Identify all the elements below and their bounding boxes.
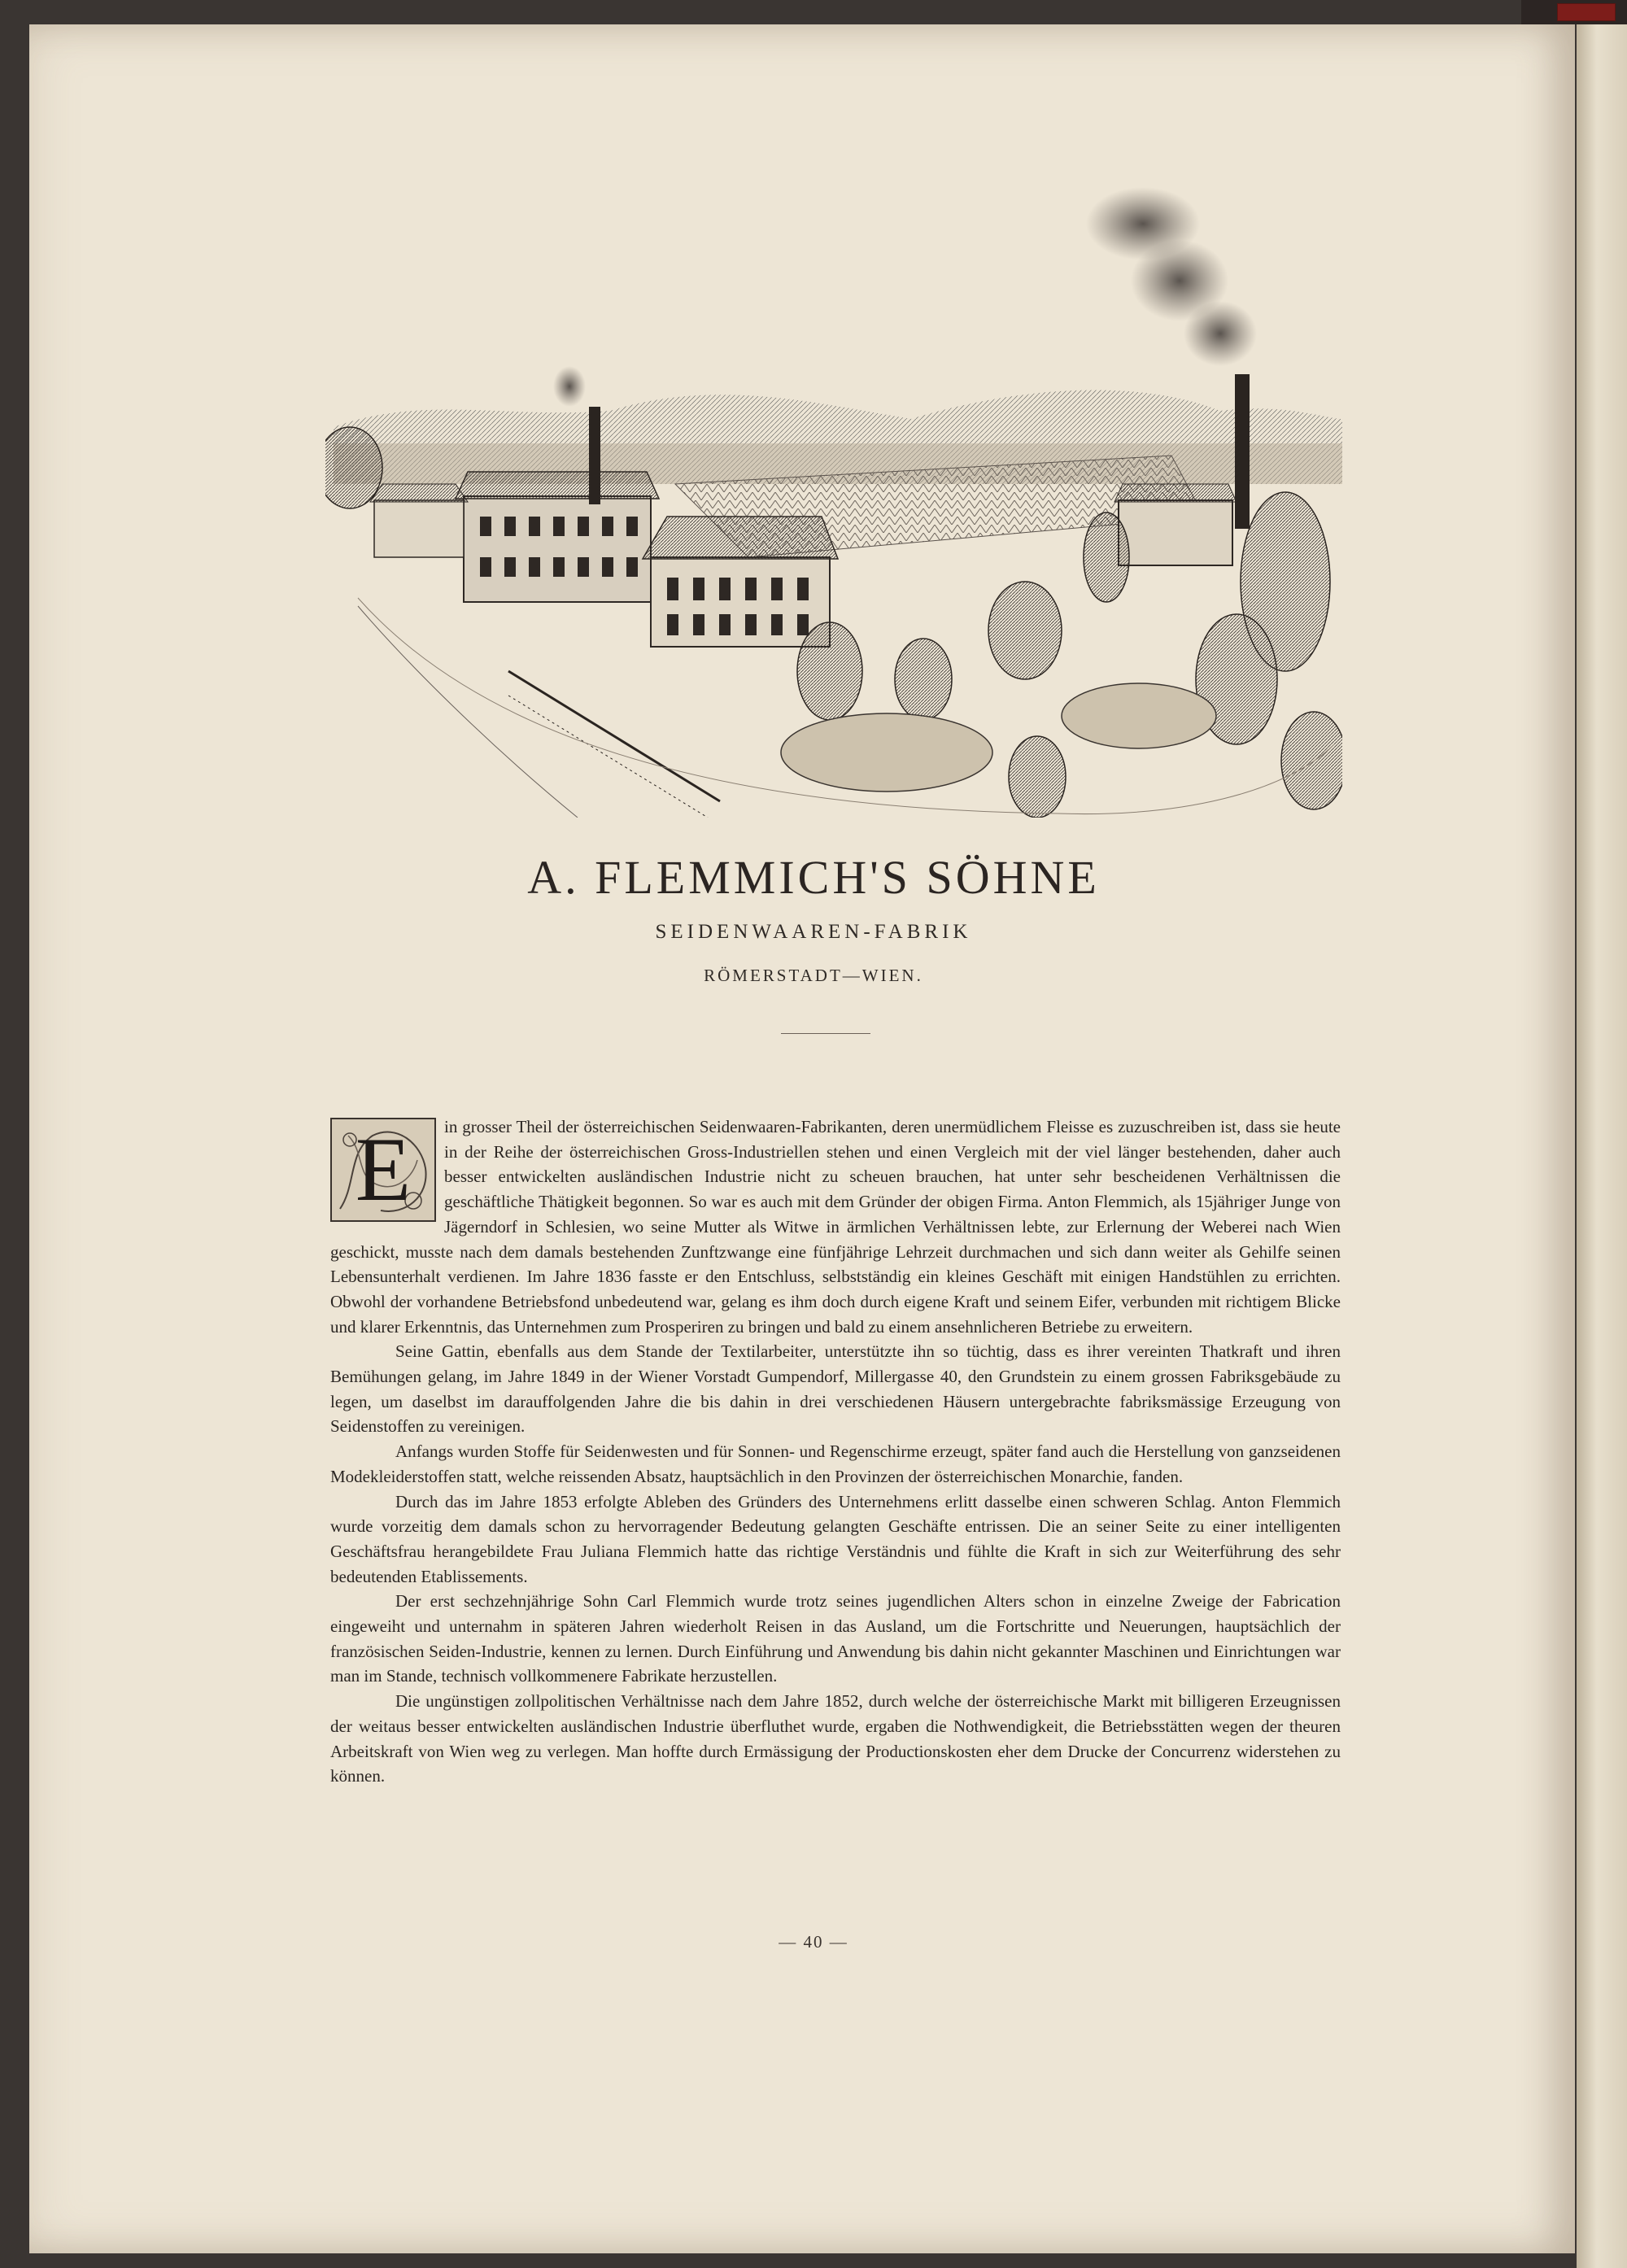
- paragraph: Die ungünstigen zollpolitischen Verhältnisse nach dem Jahre 1852, durch welche der österreichische Markt mit billigeren Erzeugnissen der weitaus besser entwickelten ausländischen Industrie überfluthet wurde, ergaben die Nothwendigkeit, die Betriebsstätten wegen der theuren Arbeitskraft von Wien weg zu verlegen. Man hoffte durch Ermässigung der Productionskosten eher dem Drucke der Concurrenz widerstehen zu können.: [330, 1691, 1341, 1786]
- chimney-left: [589, 407, 600, 504]
- paragraph: Seine Gattin, ebenfalls aus dem Stande der Textilarbeiter, unterstützte ihn so tüchtig, dass es ihrer vereinten Thatkraft und ihren Bemühungen gelang, im Jahre 1849 in der Wiener Vorstadt Gumpendorf, Millergasse 40, den Grundstein zu einem grossen Fabriksgebäude zu legen, um daselbst im darauffolgenden Jahre die bis dahin in drei verschiedenen Häusern untergebrachte fabriksmässige Erzeugung von Seidenstoffen zu vereinigen.: [330, 1341, 1341, 1437]
- paragraph: Der erst sechzehnjährige Sohn Carl Flemmich wurde trotz seines jugendlichen Alters schon in einzelne Zweige der Fabrication eingeweiht und unternahm in späteren Jahren wiederholt Reisen in das Ausland, um die Fortschritte und Neuerungen, hauptsächlich der französischen Seiden-Industrie, kennen zu lernen. Durch Einführung und Anwendung bis dahin nicht gekannter Maschinen und Einrichtungen war man im Stande, technisch vollkommenere Fabrikate herzustellen.: [330, 1591, 1341, 1686]
- garden-bed-left: [781, 713, 992, 792]
- decorative-rule: [781, 1033, 870, 1034]
- paragraph: Durch das im Jahre 1853 erfolgte Ableben des Gründers des Unternehmens erlitt dasselbe einen schweren Schlag. Anton Flemmich wurde vorzeitig dem damals schon zu hervorragender Bedeutung gelangten Geschäfte entrissen. Die an seiner Seite zu einer intelligenten Geschäftsfrau herangebildete Frau Juliana Flemmich hatte das richtige Verständnis und fühlte die Kraft in sich zur Weiterführung des sehr bedeutenden Etablissements.: [330, 1491, 1341, 1586]
- binding-label: [1557, 3, 1616, 21]
- page-subtitle: SEIDENWAAREN-FABRIK: [655, 921, 972, 943]
- page-title: A. FLEMMICH'S SÖHNE: [527, 851, 1100, 904]
- road: [358, 606, 578, 818]
- decorative-initial-frame: [330, 1118, 436, 1222]
- paragraph: Anfangs wurden Stoffe für Seidenwesten und für Sonnen- und Regenschirme erzeugt, später fand auch die Herstellung von ganzseidenen Modekleiderstoffen statt, welche reissenden Absatz, hauptsächlich in den Provinzen der österreichischen Monarchie, fanden.: [330, 1441, 1341, 1486]
- book-binding-edge: [1521, 0, 1627, 24]
- chimney-right: [1235, 374, 1250, 529]
- page-number: — 40 —: [779, 1932, 848, 1952]
- paragraph: in grosser Theil der österreichischen Seidenwaaren-Fabrikanten, deren unermüdlichem Fleisse es zuzuschreiben ist, dass sie heute in der Reihe der österreichischen Gross-Industriellen stehen und einen Vergleich mit der viel länger bestehenden, daher auch besser entwickelten ausländischen Industrie nicht zu scheuen brauchen, hat unter sehr bescheidenen Verhältnissen die geschäftliche Thätigkeit begonnen. So war es auch mit dem Gründer der obigen Firma. Anton Flemmich, als 15jähriger Junge von Jägerndorf in Schlesien, wo seine Mutter als Witwe in ärmlichen Verhältnissen lebte, zur Erlernung der Weberei nach Wien geschickt, musste nach dem damals bestehenden Zunftzwange eine fünfjährige Lehrzeit durchmachen und sich dann weiter als Gehilfe seinen Lebensunterhalt verdienen. Im Jahre 1836 fasste er den Entschluss, selbstständig ein kleines Geschäft mit einigen Handstühlen zu errichten. Obwohl der vorhandene Betriebsfond unbedeutend war, gelang es ihm doch durch eigene Kraft und seinem Eifer, verbunden mit richtigem Blicke und klarer Erkenntnis, das Unternehmen zum Prosperiren zu bringen und bald zu einem ansehnlicheren Betriebe zu erweitern.: [330, 1117, 1341, 1337]
- small-house: [374, 500, 464, 557]
- article-body: [330, 1114, 1341, 1789]
- fence: [508, 671, 720, 801]
- drop-cap: E: [355, 1119, 412, 1220]
- main-building-left: [464, 496, 651, 602]
- side-building-right: [1119, 500, 1232, 565]
- garden-bed-right: [1062, 683, 1216, 748]
- location-line: RÖMERSTADT—WIEN.: [704, 966, 923, 985]
- factory-engraving-illustration: [325, 175, 1342, 818]
- smoke-plume-small: [553, 366, 586, 407]
